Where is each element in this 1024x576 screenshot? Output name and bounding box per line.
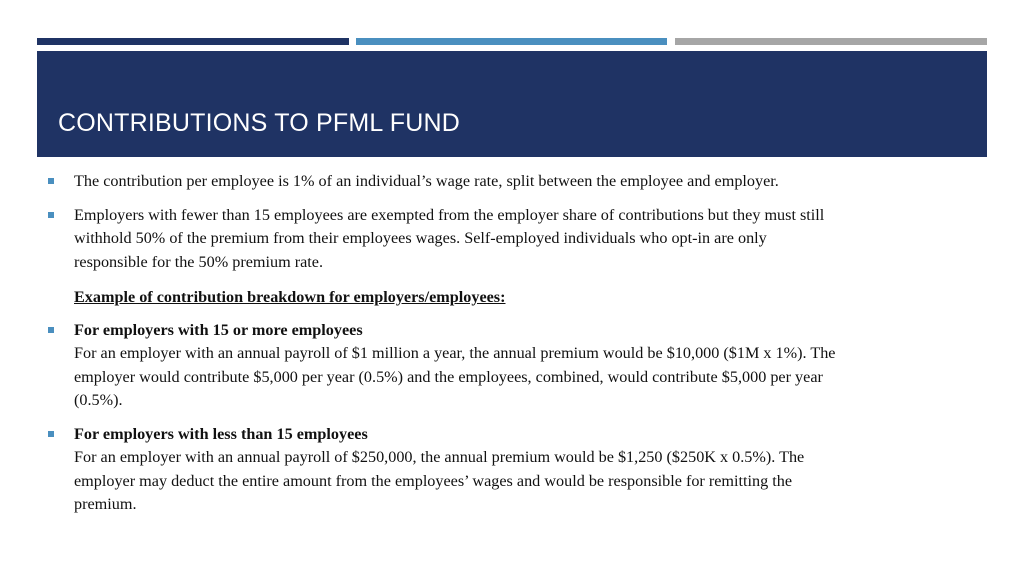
bullet-text-line: Employers with fewer than 15 employees are exempted from the employer share of contributions but they must still bbox=[74, 205, 825, 224]
slide-title: CONTRIBUTIONS TO PFML FUND bbox=[58, 109, 460, 137]
bullet-item bbox=[46, 170, 986, 194]
bullet-text-line: employer would contribute $5,000 per year (0.5%) and the employees, combined, would contribute $5,000 per year bbox=[74, 367, 823, 386]
square-bullet-icon bbox=[48, 178, 54, 184]
bullet-text-line: premium. bbox=[74, 495, 137, 513]
title-banner bbox=[37, 51, 987, 157]
square-bullet-icon bbox=[48, 212, 54, 218]
accent-bar-gray bbox=[675, 38, 987, 45]
bullet-title: For employers with less than 15 employees bbox=[74, 424, 368, 443]
example-heading: Example of contribution breakdown for employers/employees: bbox=[74, 288, 506, 306]
bullet-text-line: (0.5%). bbox=[74, 391, 123, 409]
accent-bar-navy bbox=[37, 38, 349, 45]
bullet-text-line: For an employer with an annual payroll of $250,000, the annual premium would be $1,250 ($250K x 0.5%). The bbox=[74, 448, 805, 466]
bullet-item bbox=[46, 204, 986, 275]
square-bullet-icon bbox=[48, 327, 54, 333]
bullet-text-line: For an employer with an annual payroll of $1 million a year, the annual premium would be $10,000 ($1M x 1%). The bbox=[74, 344, 836, 362]
bullet-text-line: employer may deduct the entire amount from the employees’ wages and would be responsible for remitting the bbox=[74, 471, 793, 490]
bullet-text-line: withhold 50% of the premium from their employees wages. Self-employed individuals who opt-in are only bbox=[74, 229, 767, 247]
bullet-text-line: responsible for the 50% premium rate. bbox=[74, 252, 324, 271]
slide-body bbox=[46, 170, 986, 527]
bullet-title: For employers with 15 or more employees bbox=[74, 320, 363, 339]
bullet-text: The contribution per employee is 1% of an individual’s wage rate, split between the employee and employer. bbox=[74, 172, 779, 190]
accent-bar-blue bbox=[356, 38, 667, 45]
bullet-item bbox=[46, 423, 986, 517]
square-bullet-icon bbox=[48, 431, 54, 437]
bullet-item bbox=[46, 319, 986, 413]
